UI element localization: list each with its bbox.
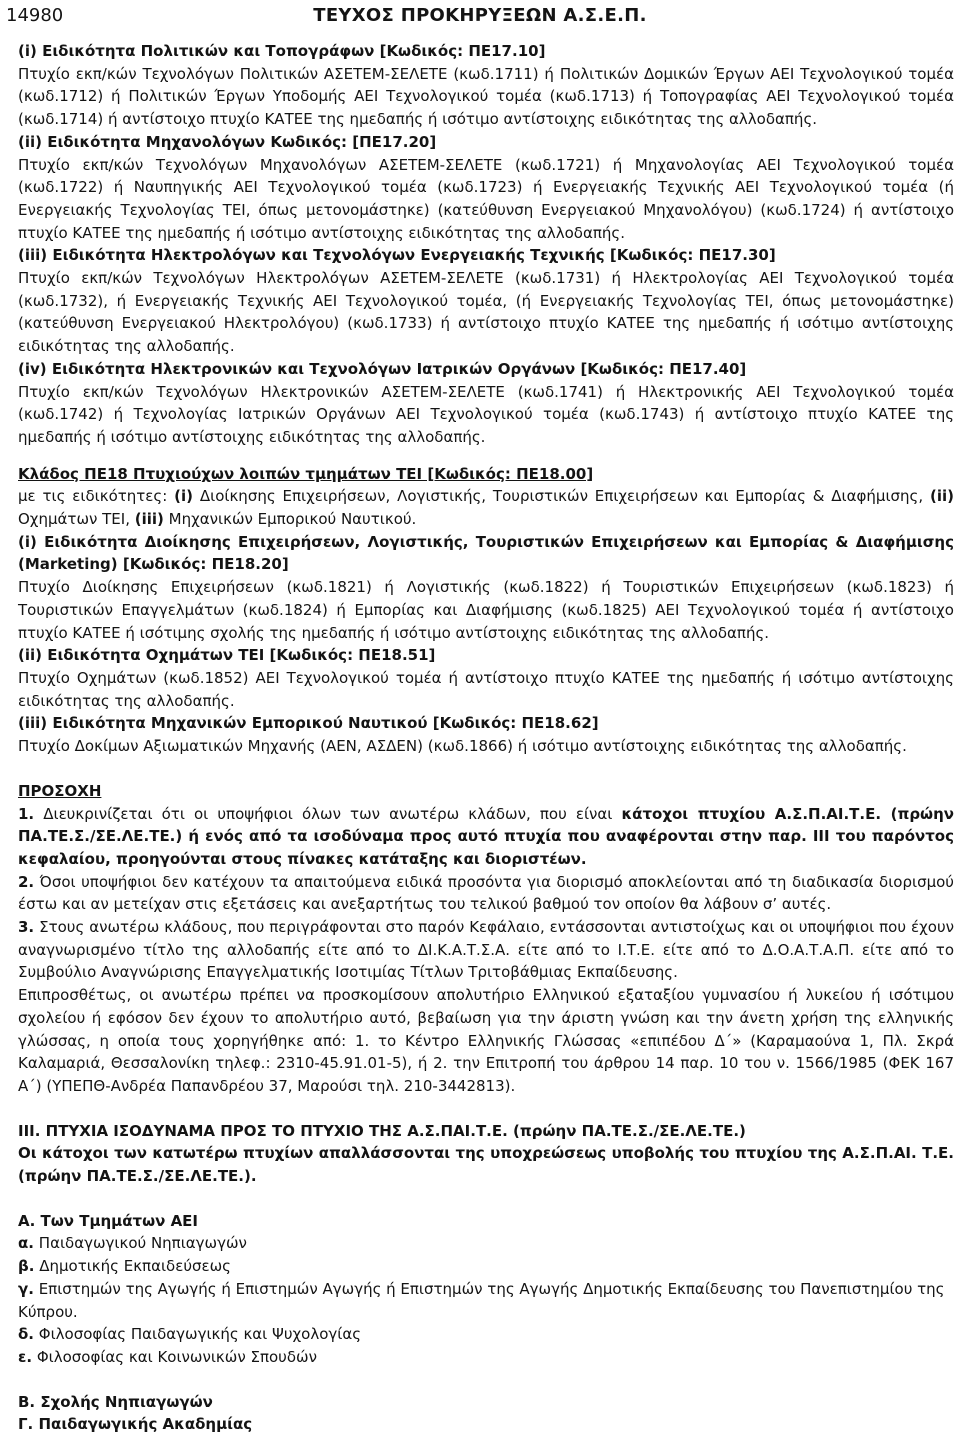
list-item bbox=[6, 1323, 954, 1346]
list-item-text: Επιστημών της Αγωγής ή Επιστημών Αγωγής ή Επιστημών της Αγωγής Δημοτικής Εκπαίδευσης του Πανεπιστημίου της Κύπρου. bbox=[18, 1279, 945, 1321]
specialty-heading: (ii) Ειδικότητα Μηχανολόγων Κωδικός: [ΠΕ17.20] bbox=[18, 132, 437, 151]
notice-item-number: 2. bbox=[18, 872, 35, 891]
list-item-letter: α. bbox=[18, 1234, 35, 1253]
section-iii-subtitle: Οι κάτοχοι των κατωτέρω πτυχίων απαλλάσσονται της υποχρεώσεως υποβολής του πτυχίου της Α.Σ.Π.ΑΙ. Τ.Ε. (πρώην ΠΑ.ΤΕ.Σ./ΣΕ.ΛΕ.ΤΕ.). bbox=[18, 1144, 954, 1186]
pe18-intro bbox=[6, 485, 954, 530]
list-item-text: Παιδαγωγικού Νηπιαγωγών bbox=[34, 1234, 247, 1253]
section-iii bbox=[6, 1120, 954, 1436]
notice-item-text: Στους ανωτέρω κλάδους, που περιγράφονται στο παρόν Κεφάλαιο, εντάσσονται αντιστοίχως και οι υποψήφιοι που έχουν αναγνωρισμένο τίτλο της αλλοδαπής είτε από το ΔΙ.Κ.Α.Τ.Σ.Α. είτε από το Ι.Τ.Ε. είτε από το Δ.Ο.Α.Τ.Α.Π. είτε από το Συμβούλιο Αναγνώρισης Επαγγελματικής Ισοτιμίας Τίτλων Τριτοβάθμιας Εκπαίδευσης. bbox=[18, 918, 954, 982]
pe18-intro-ii-marker: (ii) bbox=[930, 487, 955, 506]
pe18-intro-iii-marker: (iii) bbox=[134, 510, 164, 529]
list-item-letter: δ. bbox=[18, 1325, 35, 1344]
specialty-body: Πτυχίο εκπ/κών Τεχνολόγων Ηλεκτρολόγων ΑΣΕΤΕΜ-ΣΕΛΕΤΕ (κωδ.1731) ή Ηλεκτρολογίας ΑΕΙ Τεχνολογικού τομέα (κωδ.1732), ή Ενεργειακής Τεχνικής ΑΕΙ Τεχνολογικού τομέα, (ή Ενεργειακής Τεχνολογίας ΤΕΙ, όπως μετονομάστηκε) (κατεύθυνση Ενεργειακού Ηλεκτρολόγου) (κωδ.1733) ή αντίστοιχο πτυχίο ΚΑΤΕΕ της ημεδαπής ή ισότιμο αντίστοιχης ειδικότητας της αλλοδαπής. bbox=[18, 269, 954, 356]
pe18-intro-i-text: Διοίκησης Επιχειρήσεων, Λογιστικής, Τουριστικών Επιχειρήσεων και Εμπορίας & Διαφήμισης, bbox=[193, 487, 924, 506]
pe18-section bbox=[6, 463, 954, 758]
pe18-intro-lead: με τις ειδικότητες: bbox=[18, 487, 175, 506]
specialty-heading: (iv) Ειδικότητα Ηλεκτρονικών και Τεχνολόγων Ιατρικών Οργάνων [Κωδικός: ΠΕ17.40] bbox=[18, 359, 747, 378]
specialty-body: Πτυχίο εκπ/κών Τεχνολόγων Πολιτικών ΑΣΕΤΕΜ-ΣΕΛΕΤΕ (κωδ.1711) ή Πολιτικών Δομικών Έργων ΑΕΙ Τεχνολογικού τομέα (κωδ.1712) ή Πολιτικών Έργων Υποδομής ΑΕΙ Τεχνολογικού τομέα (κωδ.1713) ή Τοπογραφίας ΑΕΙ Τεχνολογικού τομέα (κωδ.1714) ή αντίστοιχο πτυχίο ΚΑΤΕΕ της ημεδαπής ή ισότιμο αντίστοιχης ειδικότητας της αλλοδαπής. bbox=[18, 64, 954, 129]
notice-item-1 bbox=[6, 803, 954, 871]
specialty-heading: (i) Ειδικότητα Πολιτικών και Τοπογράφων [Κωδικός: ΠΕ17.10] bbox=[18, 42, 546, 60]
notice-heading: ΠΡΟΣΟΧΗ bbox=[18, 781, 102, 800]
specialty-body: Πτυχίο Οχημάτων (κωδ.1852) ΑΕΙ Τεχνολογικού τομέα ή αντίστοιχο πτυχίο ΚΑΤΕΕ της ημεδαπής ή ισότιμο αντίστοιχης ειδικότητας της αλλοδαπής. bbox=[18, 668, 954, 710]
notice-item-number: 1. bbox=[18, 804, 35, 823]
group-b-title: Β. Σχολής Νηπιαγωγών bbox=[18, 1392, 213, 1411]
notice-additional: Επιπροσθέτως, οι ανωτέρω πρέπει να προσκομίσουν απολυτήριο Ελληνικού εξαταξίου γυμνασίου ή λυκείου ή ισότιμου σχολείου ή εφόσον δεν έχουν το απολυτήριο αυτό, βεβαίωση για την άριστη γνώση και την άνετη χρήση της ελληνικής γλώσσας, η οποία τους χορηγήθηκε από: 1. το Κέντρο Ελληνικής Γλώσσας «επιπέδου Δ΄» (Καραμαούνα 1, Πλ. Σκρά Καλαμαριά, Θεσσαλονίκη τηλεφ.: 2310-45.91.01-5), ή 2. την Επιτροπή του άρθρου 14 παρ. 10 του ν. 1566/1985 (ΦΕΚ 167 Α΄) (ΥΠΕΠΘ-Ανδρέα Παπανδρέου 37, Μαρούσι τηλ. 210-3442813). bbox=[18, 986, 954, 1095]
group-c-title: Γ. Παιδαγωγικής Ακαδημίας bbox=[18, 1415, 253, 1434]
specialty-body: Πτυχίο εκπ/κών Τεχνολόγων Μηχανολόγων ΑΣΕΤΕΜ-ΣΕΛΕΤΕ (κωδ.1721) ή Μηχανολογίας ΑΕΙ Τεχνολογικού τομέα (κωδ.1722) ή Ναυπηγικής ΑΕΙ Τεχνολογικού τομέα (κωδ.1723) ή Ενεργειακής Τεχνικής ΑΕΙ Τεχνολογικού τομέα (ή Ενεργειακής Τεχνολογίας ΤΕΙ, όπως μετονομάστηκε) (κατεύθυνση Ενεργειακού Μηχανολόγου) (κωδ.1724) ή αντίστοιχο πτυχίο ΚΑΤΕΕ της ημεδαπής ή ισότιμο αντίστοιχης ειδικότητας της αλλοδαπής. bbox=[18, 155, 954, 242]
notice-item-3 bbox=[6, 916, 954, 984]
list-item-text: Φιλοσοφίας Παιδαγωγικής και Ψυχολογίας bbox=[34, 1325, 362, 1344]
page-number: 14980 bbox=[6, 5, 64, 26]
pe18-intro-ii-text: Οχημάτων ΤΕΙ, bbox=[18, 510, 135, 529]
list-item-letter: β. bbox=[18, 1257, 35, 1276]
list-item bbox=[6, 1278, 954, 1323]
specialty-heading: (iii) Ειδικότητα Μηχανικών Εμπορικού Ναυτικού [Κωδικός: ΠΕ18.62] bbox=[18, 714, 599, 733]
specialty-body: Πτυχίο εκπ/κών Τεχνολόγων Ηλεκτρονικών ΑΣΕΤΕΜ-ΣΕΛΕΤΕ (κωδ.1741) ή Ηλεκτρονικής ΑΕΙ Τεχνολογικού τομέα (κωδ.1742) ή Τεχνολογίας Ιατρικών Οργάνων ΑΕΙ Τεχνολογικού τομέα (κωδ.1743) ή αντίστοιχο πτυχίο ΚΑΤΕΕ της ημεδαπής ή ισότιμο αντίστοιχης ειδικότητας της αλλοδαπής. bbox=[18, 382, 954, 446]
notice-section bbox=[6, 780, 954, 1098]
specialty-heading: (ii) Ειδικότητα Οχημάτων ΤΕΙ [Κωδικός: ΠΕ18.51] bbox=[18, 646, 436, 665]
list-item-text: Δημοτικής Εκπαιδεύσεως bbox=[34, 1257, 231, 1276]
section-iii-title: ΙΙΙ. ΠΤΥΧΙΑ ΙΣΟΔΥΝΑΜΑ ΠΡΟΣ ΤΟ ΠΤΥΧΙΟ ΤΗΣ Α.Σ.ΠΑΙ.Τ.Ε. (πρώην ΠΑ.ΤΕ.Σ./ΣΕ.ΛΕ.ΤΕ.) bbox=[18, 1121, 746, 1140]
list-item bbox=[6, 1232, 954, 1255]
specialty-heading: (i) Ειδικότητα Διοίκησης Επιχειρήσεων, Λογιστικής, Τουριστικών Επιχειρήσεων και Εμπορίας & Διαφήμισης (Marketing) [Κωδικός: ΠΕ18.20] bbox=[18, 532, 954, 574]
list-item-letter: γ. bbox=[18, 1279, 34, 1298]
pe18-intro-iii-text: Μηχανικών Εμπορικού Ναυτικού. bbox=[163, 510, 417, 529]
notice-item-2 bbox=[6, 871, 954, 916]
notice-item-text: Όσοι υποψήφιοι δεν κατέχουν τα απαιτούμενα ειδικά προσόντα για διορισμό αποκλείονται από τη διαδικασία διορισμού έστω και αν μετείχαν στις εξετάσεις και ανεξαρτήτως του τελικού βαθμού τον οποίον θα λάβουν σ’ αυτές. bbox=[18, 872, 954, 914]
pe18-heading: Κλάδος ΠΕ18 Πτυχιούχων λοιπών τμημάτων ΤΕΙ [Κωδικός: ΠΕ18.00] bbox=[18, 464, 594, 483]
issue-title: ΤΕΥΧΟΣ ΠΡΟΚΗΡΥΞΕΩΝ Α.Σ.Ε.Π. bbox=[313, 5, 647, 26]
specialty-body: Πτυχίο Διοίκησης Επιχειρήσεων (κωδ.1821) ή Λογιστικής (κωδ.1822) ή Τουριστικών Επιχειρήσεων (κωδ.1823) ή Τουριστικών Επαγγελμάτων (κωδ.1824) ή Εμπορίας και Διαφήμισης (κωδ.1825) ΑΕΙ Τεχνολογικού τομέα ή αντίστοιχο πτυχίο ΚΑΤΕΕ ή ισότιμης σχολής της ημεδαπής ή ισότιμο αντίστοιχης ειδικότητας της αλλοδαπής. bbox=[18, 578, 954, 642]
page-header bbox=[6, 3, 954, 33]
pe18-intro-i-marker: (i) bbox=[174, 487, 194, 506]
list-item bbox=[6, 1346, 954, 1369]
notice-item-emphasis: κάτοχοι πτυχίου Α.Σ.Π.ΑΙ.Τ.Ε. (πρώην ΠΑ.ΤΕ.Σ./ΣΕ.ΛΕ.ΤΕ.) ή ενός από τα ισοδύναμα προς αυτό πτυχία που αναφέρονται στην παρ. III του παρόντος κεφαλαίου, προηγούνται στους πίνακες κατάταξης και διοριστέων. bbox=[18, 804, 954, 868]
group-a-title: Α. Των Τμημάτων ΑΕΙ bbox=[18, 1211, 199, 1230]
list-item-letter: ε. bbox=[18, 1347, 33, 1366]
list-item-text: Φιλοσοφίας και Κοινωνικών Σπουδών bbox=[32, 1347, 317, 1366]
pe17-specialties bbox=[6, 40, 954, 449]
notice-item-number: 3. bbox=[18, 918, 35, 937]
notice-item-text: Διευκρινίζεται ότι οι υποψήφιοι όλων των ανωτέρω κλάδων, που είναι bbox=[34, 804, 622, 823]
specialty-heading: (iii) Ειδικότητα Ηλεκτρολόγων και Τεχνολόγων Ενεργειακής Τεχνικής [Κωδικός: ΠΕ17.30] bbox=[18, 246, 776, 265]
specialty-body: Πτυχίο Δοκίμων Αξιωματικών Μηχανής (ΑΕΝ, ΑΣΔΕΝ) (κωδ.1866) ή ισότιμο αντίστοιχης ειδικότητας της αλλοδαπής. bbox=[18, 737, 907, 756]
list-item bbox=[6, 1255, 954, 1278]
